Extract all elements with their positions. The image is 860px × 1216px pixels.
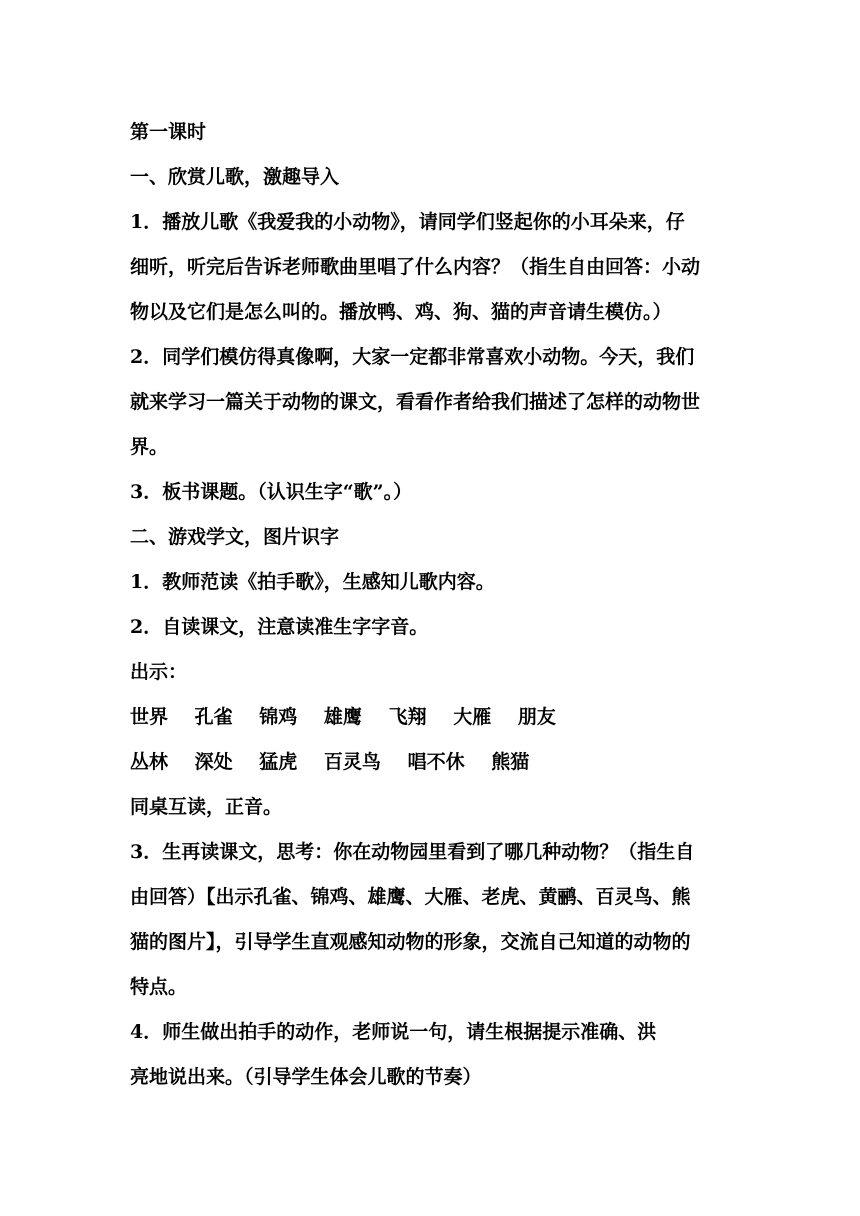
document-page [130,110,740,1100]
paragraph-line: 就来学习一篇关于动物的课文，看看作者给我们描述了怎样的动物世 [130,391,701,413]
paragraph-line: 亮地说出来。（引导学生体会儿歌的节奏） [130,1066,482,1088]
vocab-row-2 [130,740,740,785]
section-heading-1: 一、欣赏儿歌，激趣导入 [130,166,340,188]
vocab-word: 猛虎 [259,751,298,773]
paragraph-line: 细听，听完后告诉老师歌曲里唱了什么内容？（指生自由回答：小动 [130,256,701,278]
lesson-heading: 第一课时 [130,121,207,143]
vocab-word: 飞翔 [388,706,427,728]
vocab-word: 孔雀 [194,706,233,728]
section-heading-2: 二、游戏学文，图片识字 [130,526,340,548]
paragraph-line: 特点。 [130,976,188,998]
vocab-word: 唱不休 [407,751,465,773]
vocab-word: 深处 [194,751,233,773]
vocab-row-1 [130,695,740,740]
vocab-word: 丛林 [130,751,169,773]
vocab-word: 锦鸡 [259,706,298,728]
vocab-word: 朋友 [517,706,556,728]
paragraph-line: 界。 [130,436,169,458]
paragraph-line: 由回答）【出示孔雀、锦鸡、雄鹰、大雁、老虎、黄鹂、百灵鸟、熊 [130,886,691,908]
show-label: 出示： [130,661,188,683]
paragraph-line: 3．板书课题。（认识生字“歌”。） [130,481,413,503]
vocab-word: 大雁 [453,706,492,728]
paragraph-line: 同桌互读，正音。 [130,796,283,818]
paragraph-line: 2．自读课文，注意读准生字字音。 [130,616,429,638]
paragraph-line: 猫的图片】，引导学生直观感知动物的形象，交流自己知道的动物的 [130,931,691,953]
vocab-word: 雄鹰 [323,706,362,728]
paragraph-line: 1．播放儿歌《我爱我的小动物》，请同学们竖起你的小耳朵来，仔 [130,211,685,233]
paragraph-line: 物以及它们是怎么叫的。播放鸭、鸡、狗、猫的声音请生模仿。） [130,301,672,323]
paragraph-line: 4．师生做出拍手的动作，老师说一句，请生根据提示准确、洪 [130,1021,657,1043]
paragraph-line: 1．教师范读《拍手歌》，生感知儿歌内容。 [130,571,495,593]
vocab-word: 熊猫 [491,751,530,773]
paragraph-line: 2．同学们模仿得真像啊，大家一定都非常喜欢小动物。今天，我们 [130,346,695,368]
vocab-word: 世界 [130,706,169,728]
paragraph-line: 3．生再读课文，思考：你在动物园里看到了哪几种动物？（指生自 [130,841,695,863]
vocab-word: 百灵鸟 [323,751,381,773]
